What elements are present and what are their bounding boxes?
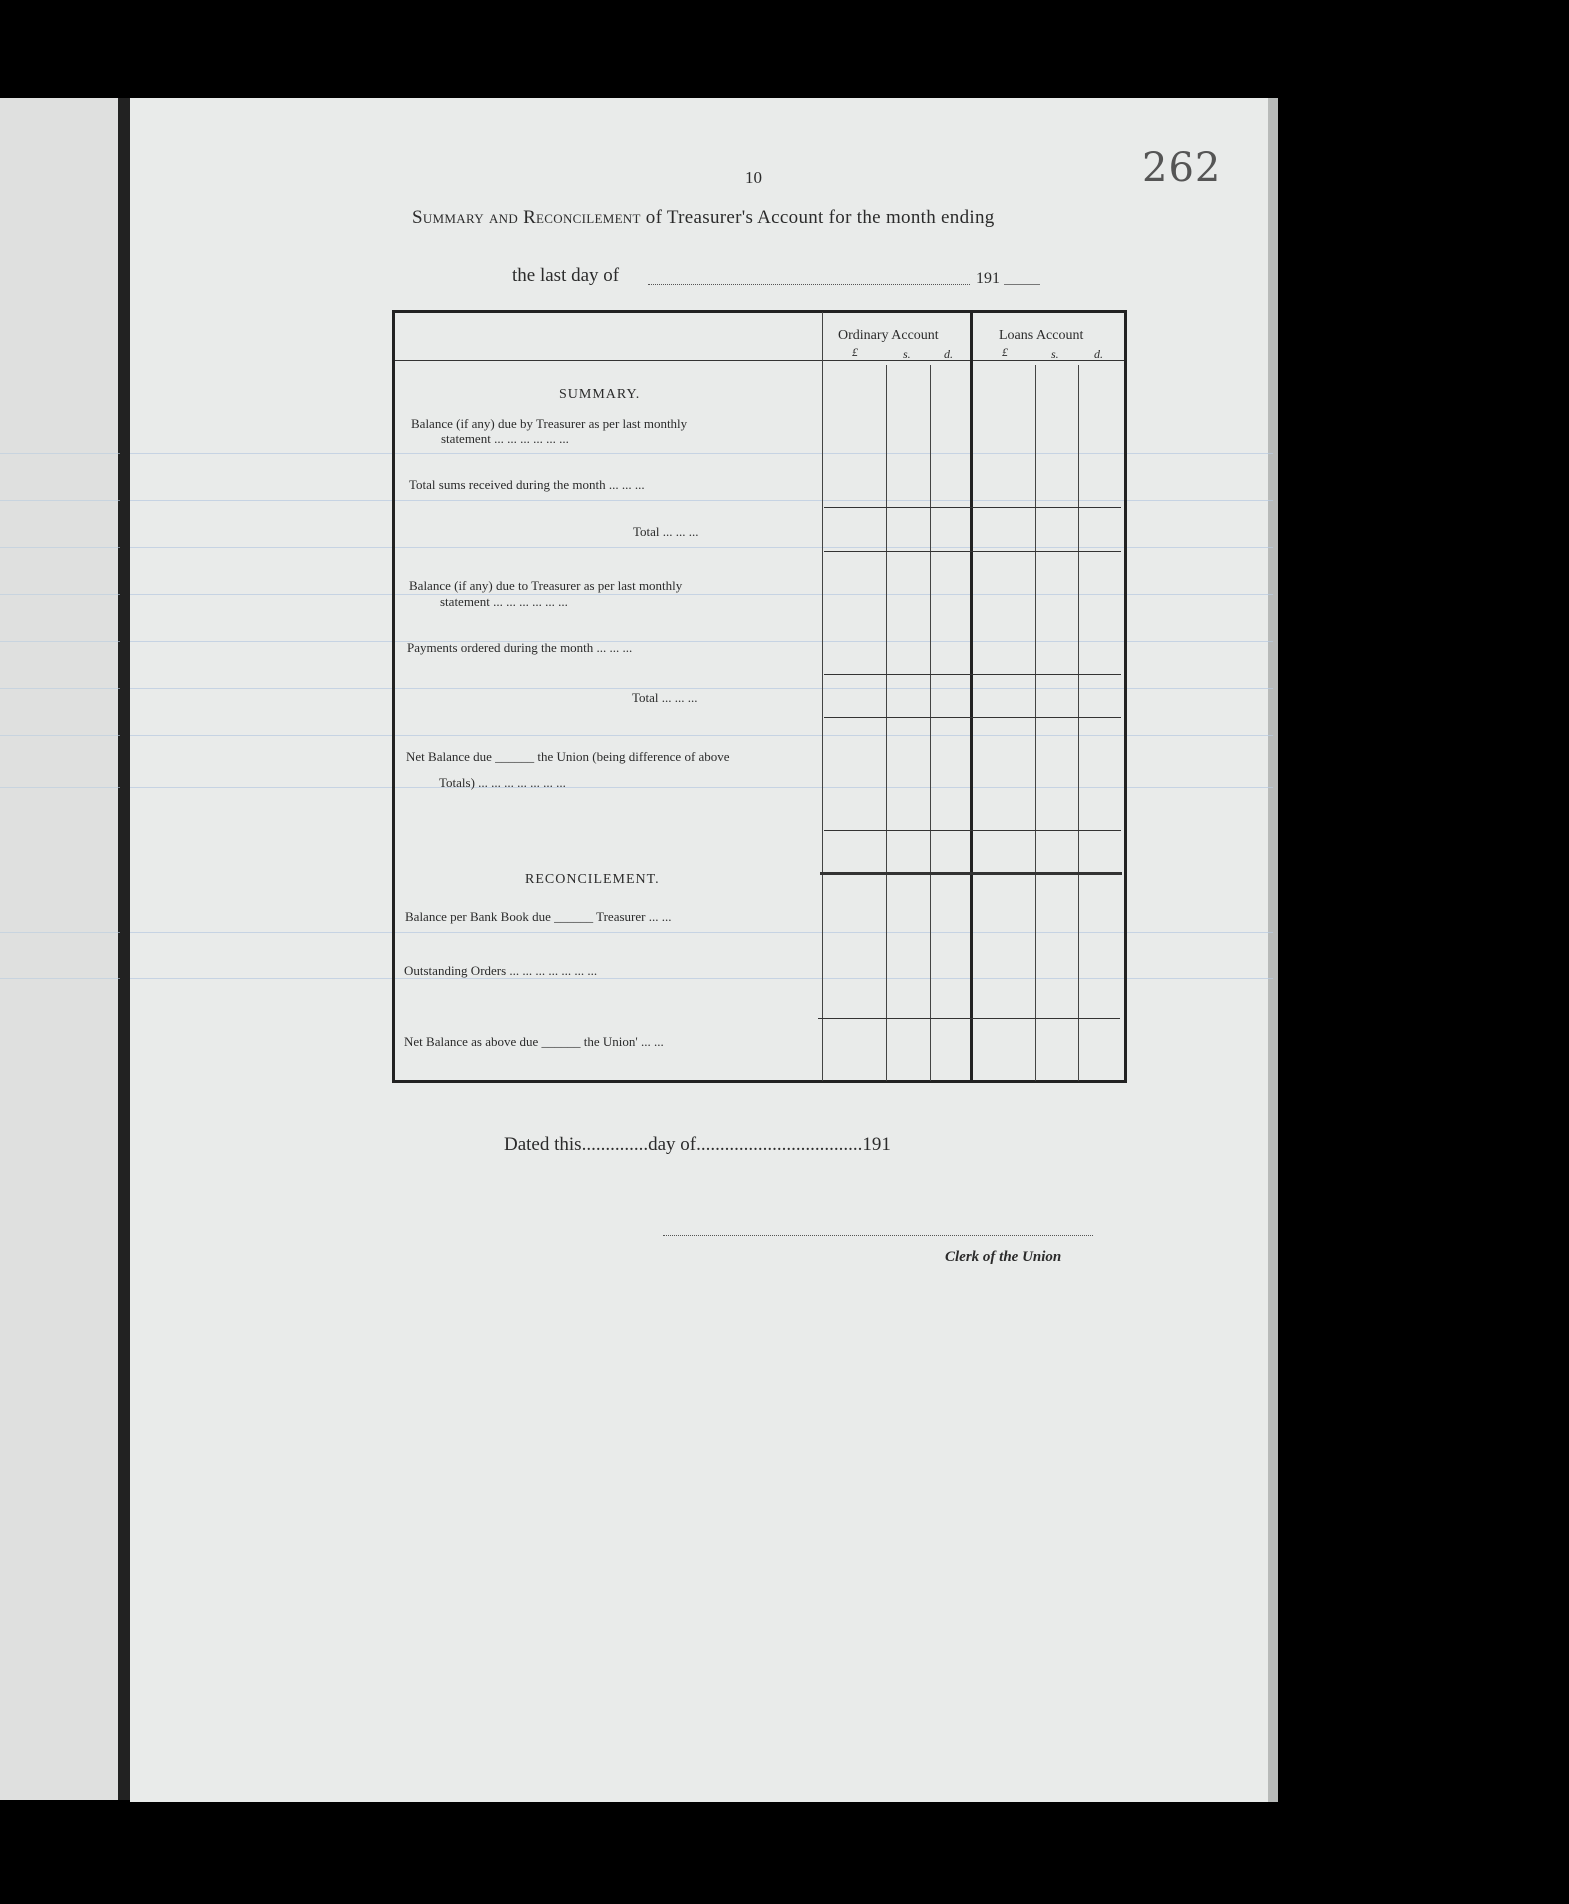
page-title — [412, 207, 995, 229]
row-payments-ordered: Payments ordered during the month ... ... ... — [407, 640, 633, 655]
pence-header: d. — [1094, 347, 1103, 361]
col-rule — [930, 365, 931, 1081]
title-smallcaps: Summary and Reconcilement — [412, 207, 641, 228]
total-rule — [818, 1018, 1120, 1019]
col-rule-divider — [970, 312, 973, 1081]
row-bank-book: Balance per Bank Book due ______ Treasurer ... ... — [405, 909, 672, 924]
summary-heading: SUMMARY. — [559, 387, 641, 402]
year-blank[interactable] — [1004, 284, 1040, 285]
ruled-line — [0, 787, 120, 788]
folio-number: 262 — [1142, 145, 1222, 191]
row-outstanding-orders: Outstanding Orders ... ... ... ... ... ... ... — [404, 963, 598, 978]
pound-header: £ — [1002, 345, 1008, 359]
col-rule — [1078, 365, 1079, 1081]
ruled-line — [0, 932, 120, 933]
col-rule — [822, 312, 823, 1081]
clerk-label: Clerk of the Union — [945, 1249, 1062, 1265]
header-rule — [395, 360, 1124, 361]
row-balance-by-treasurer-cont: statement ... ... ... ... ... ... — [441, 431, 569, 446]
facing-page — [0, 98, 120, 1800]
col-rule — [886, 365, 887, 1081]
ruled-line — [0, 688, 120, 689]
pence-header: d. — [944, 347, 953, 361]
page-edge — [1268, 98, 1278, 1802]
row-net-balance-cont: Totals) ... ... ... ... ... ... ... — [439, 775, 566, 790]
shilling-header: s. — [1051, 347, 1059, 361]
total-rule — [824, 830, 1121, 831]
section-rule — [820, 872, 1122, 875]
ruled-line — [0, 641, 120, 642]
ruled-line — [0, 594, 120, 595]
col-rule — [1035, 365, 1036, 1081]
reconcilement-heading: RECONCILEMENT. — [525, 872, 660, 887]
signature-line[interactable] — [663, 1235, 1093, 1236]
ruled-line — [0, 735, 120, 736]
total-rule — [824, 551, 1121, 552]
dated-line: Dated this..............day of...................................191 — [504, 1134, 891, 1155]
row-total-1: Total ... ... ... — [633, 524, 699, 539]
date-blank[interactable] — [648, 284, 970, 285]
pound-header: £ — [852, 345, 858, 359]
ruled-line — [0, 978, 120, 979]
ruled-line — [0, 453, 120, 454]
row-total-received: Total sums received during the month ... ... ... — [409, 477, 645, 492]
ruled-line — [0, 547, 120, 548]
loans-account-header: Loans Account — [999, 328, 1084, 343]
ruled-line — [0, 500, 120, 501]
date-line-label: the last day of — [512, 265, 620, 286]
row-balance-to-treasurer: Balance (if any) due to Treasurer as per last monthly — [409, 578, 683, 593]
row-net-balance: Net Balance due ______ the Union (being difference of above — [406, 749, 730, 764]
total-rule — [824, 674, 1121, 675]
page-number: 10 — [745, 168, 762, 187]
row-balance-to-treasurer-cont: statement ... ... ... ... ... ... — [440, 594, 568, 609]
total-rule — [824, 717, 1121, 718]
date-year: 191 — [976, 270, 1000, 287]
row-net-balance-above: Net Balance as above due ______ the Union' ... ... — [404, 1034, 664, 1049]
ordinary-account-header: Ordinary Account — [838, 328, 939, 343]
title-rest: of Treasurer's Account for the month ending — [640, 207, 995, 228]
row-total-2: Total ... ... ... — [632, 690, 698, 705]
row-balance-by-treasurer: Balance (if any) due by Treasurer as per last monthly — [411, 416, 688, 431]
shilling-header: s. — [903, 347, 911, 361]
total-rule — [824, 507, 1121, 508]
